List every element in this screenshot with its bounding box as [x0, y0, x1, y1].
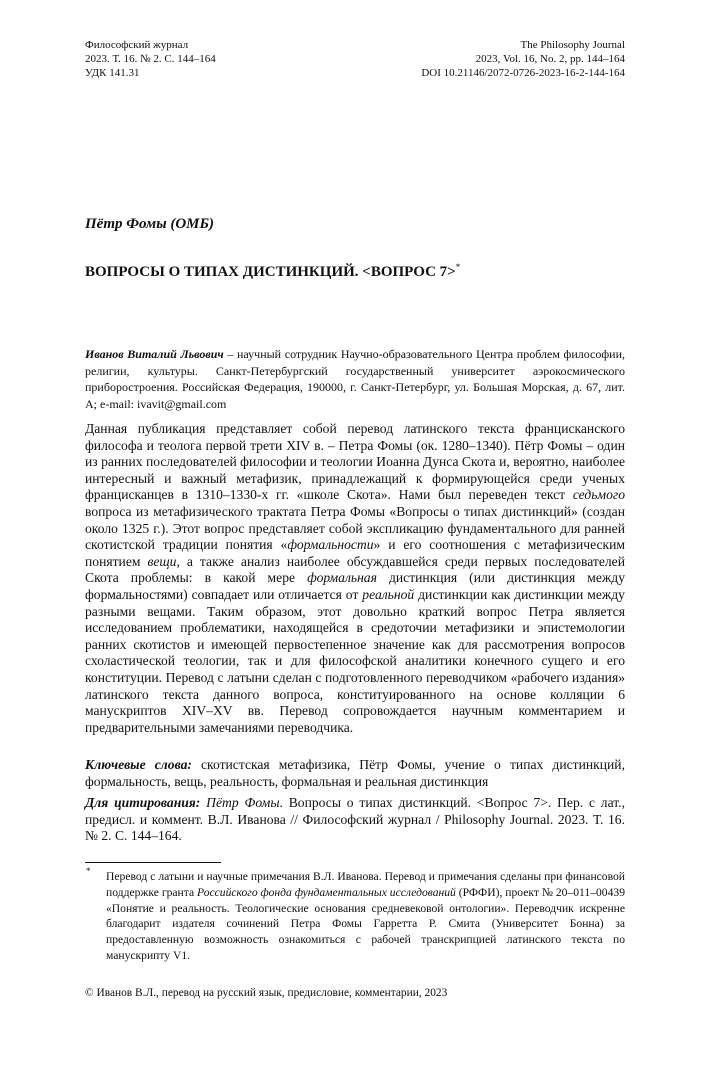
- citation-author: Пётр Фомы: [206, 795, 280, 810]
- footnote-text-2: (РФФИ), проект № 20–011–00439 «Понятие и реальность. Теологические основания средневековой онтологии». Переводчик искренне благодарит издателя сочинений Петра Фомы Гарретта Р. Смита (Университет Бонна) за предоставленную возможность ознакомиться с рабочей транскрипцией латинского текста по манускрипту V1.: [106, 885, 625, 962]
- abstract-emphasis-2: формальности: [287, 537, 374, 553]
- abstract-text-4: , а также анализ наиболее обсуждавшейся среди первых последователей Скота проблемы: в какой мере: [85, 553, 625, 586]
- footnote-divider: [85, 862, 221, 863]
- footnote-mark: *: [86, 866, 91, 876]
- copyright-notice: © Иванов В.Л., перевод на русский язык, предисловие, комментарии, 2023: [85, 987, 448, 999]
- keywords-label: Ключевые слова:: [85, 757, 192, 772]
- header-left: [85, 38, 216, 80]
- keywords: [85, 757, 625, 790]
- article-title-text: ВОПРОСЫ О ТИПАХ ДИСТИНКЦИЙ. <ВОПРОС 7>: [85, 264, 456, 280]
- issue-info-en: 2023, Vol. 16, No. 2, pp. 144–164: [475, 53, 625, 65]
- abstract-text-3: » и его соотношения с метафизическим понятием: [85, 537, 626, 569]
- abstract-emphasis-4: формальная: [307, 570, 377, 586]
- journal-name-en: The Philosophy Journal: [520, 39, 625, 51]
- issue-info-ru: 2023. Т. 16. № 2. С. 144–164: [85, 53, 216, 65]
- doi: DOI 10.21146/2072-0726-2023-16-2-144-164: [421, 67, 625, 79]
- citation-text: . Вопросы о типах дистинкций. <Вопрос 7>. Пер. с лат., предисл. и коммент. В.Л. Иванова // Философский журнал / Philosophy Journal. 2023. Т. 16. № 2. С. 144–164.: [85, 795, 625, 844]
- affiliation-text: – научный сотрудник Научно-образовательного Центра проблем философии, религии, культуры. Санкт-Петербургский государственный университет аэрокосмического приборостроения. Российская Федерация, 190000, г. Санкт-Петербург, ул. Большая Морская, д. 67, лит. А; e-mail: ivavit@gmail.com: [85, 347, 625, 411]
- citation: [85, 795, 625, 845]
- abstract-text-1: Данная публикация представляет собой перевод латинского текста францисканского философа и теолога первой трети XIV в. – Петра Фомы (ок. 1280–1340). Пётр Фомы – один из ранних последователей философии и теологии Иоанна Дунса Скота и, вероятно, наиболее интересный и важный метафизик, принадлежащий к формирующейся среди ученых францисканцев в 1310–1330-х гг. «школе Скота». Нами был переведен текст: [85, 421, 625, 503]
- udc-code: УДК 141.31: [85, 67, 140, 79]
- header-right: [421, 38, 625, 80]
- abstract-text-6: дистинкции как дистинкции между разными вещами. Таким образом, этот довольно краткий вопрос Петра является исследованием проблематики, находящейся в средоточии метафизики и эпистемологии ранних скотистов и имеющей первостепенное значение как для рассмотрения вопросов схоластической теологии, так и для философской аналитики конечного сущего и его конституции. Перевод с латыни сделан с подготовленного переводчиком «рабочего издания» латинского текста данного вопроса, конституированного на основе колляции 6 манускриптов XIV–XV вв. Перевод сопровождается научным комментарием и предварительными замечаниями переводчика.: [85, 586, 625, 735]
- abstract: [85, 421, 625, 736]
- abstract-emphasis-1: седьмого: [572, 487, 625, 503]
- abstract-text-2: вопроса из метафизического трактата Петра Фомы «Вопросы о типах дистинкций» (создан около 1325 г.). Этот вопрос представляет собой экспликацию фундаментального для ранней скотистской традиции понятия «: [85, 503, 625, 553]
- abstract-text-5: дистинкция (или дистинкция между формальностями) совпадает или отличается от: [85, 570, 625, 602]
- author-affiliation: [85, 346, 625, 412]
- citation-label: Для цитирования:: [85, 795, 201, 810]
- footnote: [106, 869, 625, 964]
- footnote-text-1: Перевод с латыни и научные примечания В.Л. Иванова. Перевод и примечания сделаны при финансовой поддержке гранта: [106, 870, 625, 899]
- keywords-text: скотистская метафизика, Пётр Фомы, учение о типах дистинкций, формальность, вещь, реальность, формальная и реальная дистинкция: [85, 757, 625, 789]
- abstract-emphasis-5: реальной: [362, 586, 415, 602]
- article-title: [85, 262, 460, 281]
- footnote-emphasis: Российского фонда фундаментальных исследований: [197, 885, 456, 899]
- title-footnote-mark: *: [455, 262, 461, 272]
- translator-name: Иванов Виталий Львович: [85, 347, 224, 361]
- article-author: Пётр Фомы (ОМБ): [85, 216, 215, 232]
- abstract-emphasis-3: вещи: [147, 553, 177, 569]
- journal-name-ru: Философский журнал: [85, 39, 189, 51]
